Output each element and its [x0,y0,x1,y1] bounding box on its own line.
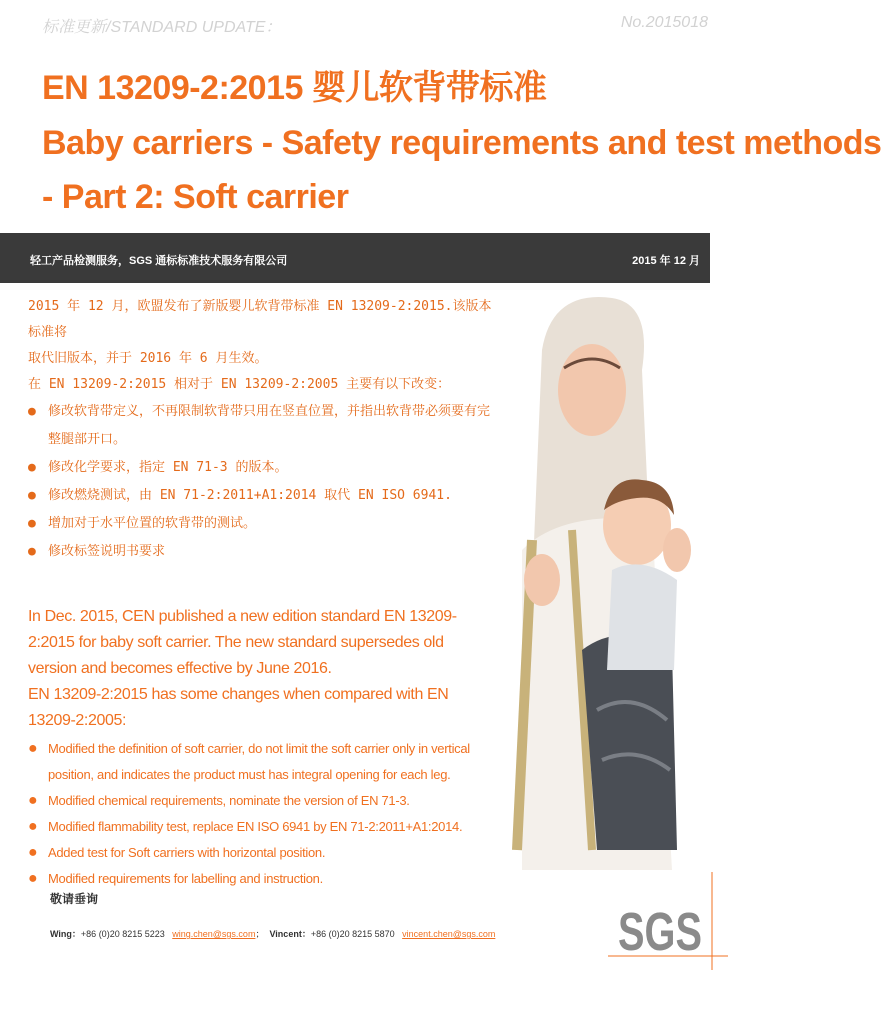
en-bullet-text: Modified chemical requirements, nominate the version of EN 71-3. [48,793,410,808]
contact-phone-2: +86 (0)20 8215 5870 [310,929,395,939]
bullet-icon: ● [28,870,38,887]
cn-intro-line1: 2015 年 12 月，欧盟发布了新版婴儿软背带标准 EN 13209-2:2015.该版本标准将 [28,299,492,340]
chinese-section [28,294,498,566]
en-bullet-text: Added test for Soft carriers with horizontal position. [48,845,326,860]
list-item [28,866,488,892]
en-bullet-text: Modified requirements for labelling and instruction. [48,871,323,886]
list-item [28,814,488,840]
en-bullet-text: Modified the definition of soft carrier, do not limit the soft carrier only in vertical position, and indicates the product must has integral opening for each leg. [48,741,470,782]
en-intro: In Dec. 2015, CEN published a new edition standard EN 13209-2:2015 for baby soft carrier. The new standard supersedes old version and becomes effective by June 2016. [28,608,457,677]
bullet-icon: ● [28,460,36,475]
cn-changes-intro: 在 EN 13209-2:2015 相对于 EN 13209-2:2005 主要有以下改变： [28,377,451,392]
banner-department: 轻工产品检测服务，SGS 通标标准技术服务有限公司 [30,255,288,267]
title-block [42,60,881,224]
bullet-icon: ● [28,488,36,503]
document-number: No.2015018 [620,14,708,31]
en-bullet-text: Modified flammability test, replace EN ISO 6941 by EN 71-2:2011+A1:2014. [48,819,463,834]
list-item [28,454,498,482]
header-label: 标准更新/STANDARD UPDATE： [42,19,282,36]
title-english-line2: - Part 2: Soft carrier [42,178,349,216]
list-item [28,538,498,566]
title-english-line1: Baby carriers - Safety requirements and test methods [42,124,881,162]
banner-date: 2015 年 12 月 [632,255,700,267]
contact-name-2: Vincent： [269,929,311,939]
list-item [28,788,488,814]
contact-title: 敬请垂询 [50,892,99,906]
bullet-icon: ● [28,516,36,531]
bullet-icon: ● [28,740,38,757]
info-banner [0,233,710,283]
contact-email-1[interactable]: wing.chen@sgs.com [172,929,256,939]
list-item [28,840,488,866]
list-item [28,398,498,454]
bullet-icon: ● [28,404,36,419]
list-item [28,736,488,788]
sgs-logo-text: SGS [618,902,702,962]
mother-baby-carrier-photo [502,290,702,870]
cn-bullet-text: 修改软背带定义，不再限制软背带只用在竖直位置，并指出软背带必须要有完整腿部开口。 [48,404,491,447]
bullet-icon: ● [28,544,36,559]
cn-intro-line2: 取代旧版本，并于 2016 年 6 月生效。 [28,351,268,366]
sgs-logo [608,872,728,972]
bullet-icon: ● [28,844,38,861]
cn-bullet-text: 修改燃烧测试，由 EN 71-2:2011+A1:2014 取代 EN ISO 6941. [48,488,452,503]
cn-bullet-text: 增加对于水平位置的软背带的测试。 [48,516,257,531]
bullet-icon: ● [28,818,38,835]
list-item [28,510,498,538]
cn-changes-list [28,398,498,566]
en-changes-intro: EN 13209-2:2015 has some changes when compared with EN 13209-2:2005: [28,686,449,729]
en-changes-list [28,736,488,892]
list-item [28,482,498,510]
contact-line [50,927,495,940]
contact-email-2[interactable]: vincent.chen@sgs.com [402,929,496,939]
bullet-icon: ● [28,792,38,809]
cn-bullet-text: 修改标签说明书要求 [48,544,166,559]
english-section [28,604,488,892]
contact-separator: ； [255,929,265,939]
contact-phone-1: +86 (0)20 8215 5223 [80,929,165,939]
title-chinese: EN 13209-2:2015 婴儿软背带标准 [42,69,547,107]
contact-name-1: Wing： [50,929,81,939]
cn-bullet-text: 修改化学要求，指定 EN 71-3 的版本。 [48,460,288,475]
